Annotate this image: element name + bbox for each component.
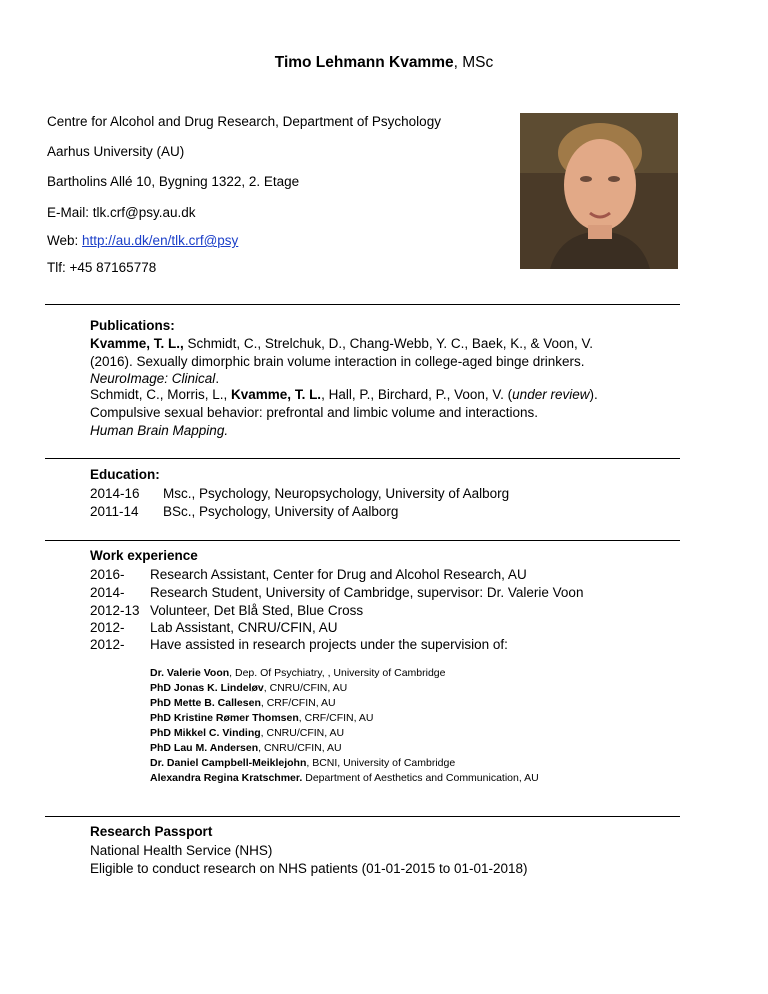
- supervisor-detail: , CNRU/CFIN, AU: [263, 682, 348, 694]
- address: Bartholins Allé 10, Bygning 1322, 2. Etage: [47, 174, 300, 189]
- journal-name: NeuroImage: Clinical: [90, 371, 216, 386]
- work-text: Research Student, University of Cambridge, supervisor: Dr. Valerie Voon: [150, 585, 584, 600]
- degree-suffix: , MSc: [453, 54, 494, 71]
- publication-2-line-1: [90, 387, 598, 402]
- divider: [45, 540, 680, 541]
- supervisor-detail: , CNRU/CFIN, AU: [258, 742, 342, 754]
- passport-line-1: National Health Service (NHS): [90, 843, 273, 858]
- supervisor-name: PhD Kristine Rømer Thomsen: [150, 712, 299, 724]
- web: [47, 233, 238, 248]
- author-highlight: Kvamme, T. L.: [231, 387, 322, 402]
- supervisor-detail: , BCNI, University of Cambridge: [306, 757, 456, 769]
- publication-1-line-2: (2016). Sexually dimorphic brain volume interaction in college-aged binge drinkers.: [90, 354, 585, 369]
- supervisor-item: [150, 712, 373, 724]
- author-highlight: Kvamme, T. L.,: [90, 336, 184, 351]
- work-heading: Work experience: [90, 548, 198, 563]
- publication-status: under review: [512, 387, 590, 402]
- education-item: [90, 486, 509, 501]
- education-item: [90, 504, 398, 519]
- work-years: 2012-: [90, 637, 125, 652]
- supervisor-item: [150, 667, 445, 679]
- education-text: BSc., Psychology, University of Aalborg: [163, 504, 399, 519]
- education-years: 2011-14: [90, 504, 139, 519]
- divider: [45, 458, 680, 459]
- work-text: Volunteer, Det Blå Sted, Blue Cross: [150, 603, 364, 618]
- supervisor-item: [150, 757, 455, 769]
- portrait-photo: [520, 113, 678, 269]
- work-years: 2012-: [90, 620, 125, 635]
- passport-heading: Research Passport: [90, 824, 213, 839]
- supervisor-name: PhD Lau M. Andersen: [150, 742, 259, 754]
- education-years: 2014-16: [90, 486, 140, 501]
- education-heading: Education:: [90, 467, 160, 482]
- work-item: [90, 567, 527, 582]
- email: E-Mail: tlk.crf@psy.au.dk: [47, 205, 196, 220]
- work-years: 2012-13: [90, 603, 140, 618]
- web-label: Web:: [47, 233, 83, 248]
- work-text: Research Assistant, Center for Drug and Alcohol Research, AU: [150, 567, 527, 582]
- work-years: 2016-: [90, 567, 125, 582]
- work-years: 2014-: [90, 585, 125, 600]
- divider: [45, 816, 680, 817]
- supervisor-detail: Department of Aesthetics and Communication, AU: [302, 772, 539, 784]
- publication-2-journal: Human Brain Mapping.: [90, 423, 229, 438]
- supervisor-name: PhD Mikkel C. Vinding: [150, 727, 261, 739]
- supervisor-name: PhD Jonas K. Lindeløv: [150, 682, 264, 694]
- supervisor-detail: , CRF/CFIN, AU: [298, 712, 374, 724]
- full-name: Timo Lehmann Kvamme: [274, 54, 454, 71]
- supervisor-name: Dr. Valerie Voon: [150, 667, 230, 679]
- publication-authors: , Hall, P., Birchard, P., Voon, V. (: [321, 387, 513, 402]
- work-item: [90, 637, 508, 652]
- supervisor-item: [150, 727, 344, 739]
- passport-line-2: Eligible to conduct research on NHS patients (01-01-2015 to 01-01-2018): [90, 861, 528, 876]
- publication-status-end: ).: [589, 387, 598, 402]
- supervisor-item: [150, 682, 347, 694]
- journal-end: .: [215, 371, 220, 386]
- supervisor-detail: , CRF/CFIN, AU: [260, 697, 336, 709]
- work-item: [90, 620, 338, 635]
- work-item: [90, 603, 363, 618]
- supervisor-name: Alexandra Regina Kratschmer.: [150, 772, 303, 784]
- supervisor-name: PhD Mette B. Callesen: [150, 697, 261, 709]
- supervisor-item: [150, 772, 539, 784]
- supervisor-name: Dr. Daniel Campbell-Meiklejohn: [150, 757, 307, 769]
- publication-authors: Schmidt, C., Morris, L.,: [90, 387, 232, 402]
- supervisor-detail: , CNRU/CFIN, AU: [260, 727, 345, 739]
- web-link[interactable]: http://au.dk/en/tlk.crf@psy: [82, 233, 239, 248]
- supervisor-item: [150, 697, 336, 709]
- divider: [45, 304, 680, 305]
- affiliation: Centre for Alcohol and Drug Research, Department of Psychology: [47, 114, 441, 129]
- publication-2-line-2: Compulsive sexual behavior: prefrontal and limbic volume and interactions.: [90, 405, 538, 420]
- university: Aarhus University (AU): [47, 144, 185, 159]
- education-text: Msc., Psychology, Neuropsychology, University of Aalborg: [163, 486, 510, 501]
- publications-heading: Publications:: [90, 318, 175, 333]
- work-text: Lab Assistant, CNRU/CFIN, AU: [150, 620, 338, 635]
- phone: Tlf: +45 87165778: [47, 260, 157, 275]
- supervisor-detail: , Dep. Of Psychiatry, , University of Cambridge: [229, 667, 446, 679]
- page-title: [0, 54, 768, 72]
- publication-1-journal: [90, 371, 219, 386]
- publication-1-line-1: [90, 336, 593, 351]
- supervisor-item: [150, 742, 342, 754]
- work-item: [90, 585, 583, 600]
- publication-authors: Schmidt, C., Strelchuk, D., Chang-Webb, Y. C., Baek, K., & Voon, V.: [183, 336, 594, 351]
- work-text: Have assisted in research projects under the supervision of:: [150, 637, 508, 652]
